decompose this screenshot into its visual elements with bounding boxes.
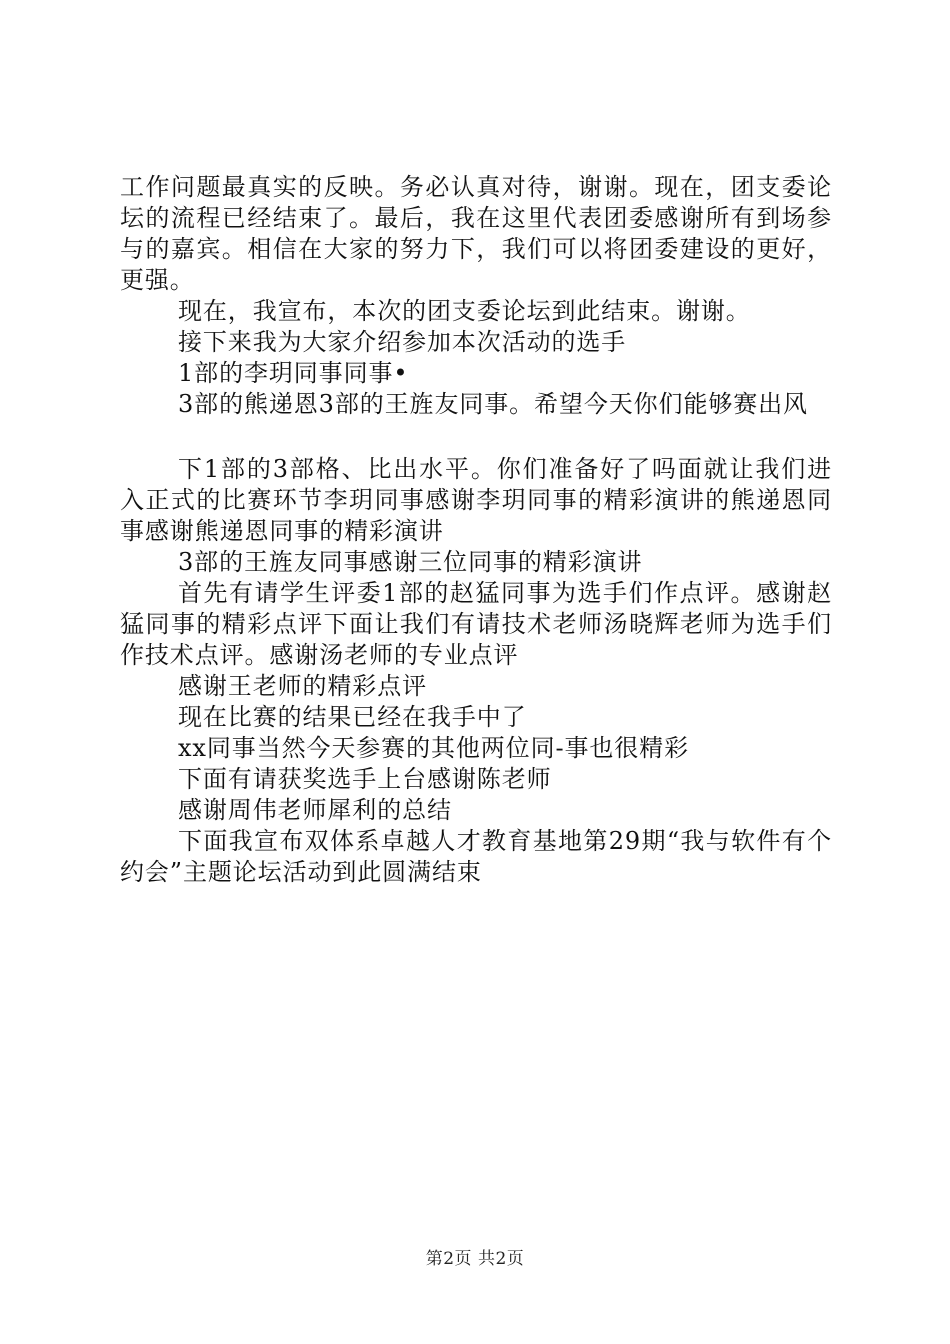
paragraph-13: 感谢周伟老师犀利的总结 (178, 796, 452, 824)
paragraph-1: 工作问题最真实的反映。务必认真对待，谢谢。现在，团支委论坛的流程已经结束了。最后，我在这里代表团委感谢所有到场参与的嘉宾。相信在大家的努力下，我们可以将团委建设的更好，更强。 (120, 173, 832, 294)
paragraph-11: xx同事当然今天参赛的其他两位同-事也很精彩 (178, 734, 689, 762)
paragraph-2: 现在，我宣布，本次的团支委论坛到此结束。谢谢。 (178, 297, 751, 325)
paragraph-3: 接下来我为大家介绍参加本次活动的选手 (178, 328, 627, 356)
paragraph-14: 下面我宣布双体系卓越人才教育基地第29期“我与软件有个约会”主题论坛活动到此圆满结束 (120, 827, 832, 886)
paragraph-12: 下面有请获奖选手上台感谢陈老师 (178, 765, 552, 793)
paragraph-4: 1部的李玥同事同事• (178, 359, 409, 387)
page-number-footer: 第2页 共2页 (425, 1249, 525, 1269)
document-body (120, 172, 832, 888)
paragraph-5: 3部的熊递恩3部的王旌友同事。希望今天你们能够赛出风 (178, 390, 808, 418)
paragraph-7: 3部的王旌友同事感谢三位同事的精彩演讲 (178, 548, 643, 576)
paragraph-10: 现在比赛的结果已经在我手中了 (178, 703, 527, 731)
paragraph-8: 首先有请学生评委1部的赵猛同事为选手们作点评。感谢赵猛同事的精彩点评下面让我们有请技术老师汤晓辉老师为选手们作技术点评。感谢汤老师的专业点评 (120, 579, 832, 669)
paragraph-6: 下1部的3部格、比出水平。你们准备好了吗面就让我们进入正式的比赛环节李玥同事感谢李玥同事的精彩演讲的熊递恩同事感谢熊递恩同事的精彩演讲 (120, 455, 832, 545)
paragraph-9: 感谢王老师的精彩点评 (178, 672, 427, 700)
